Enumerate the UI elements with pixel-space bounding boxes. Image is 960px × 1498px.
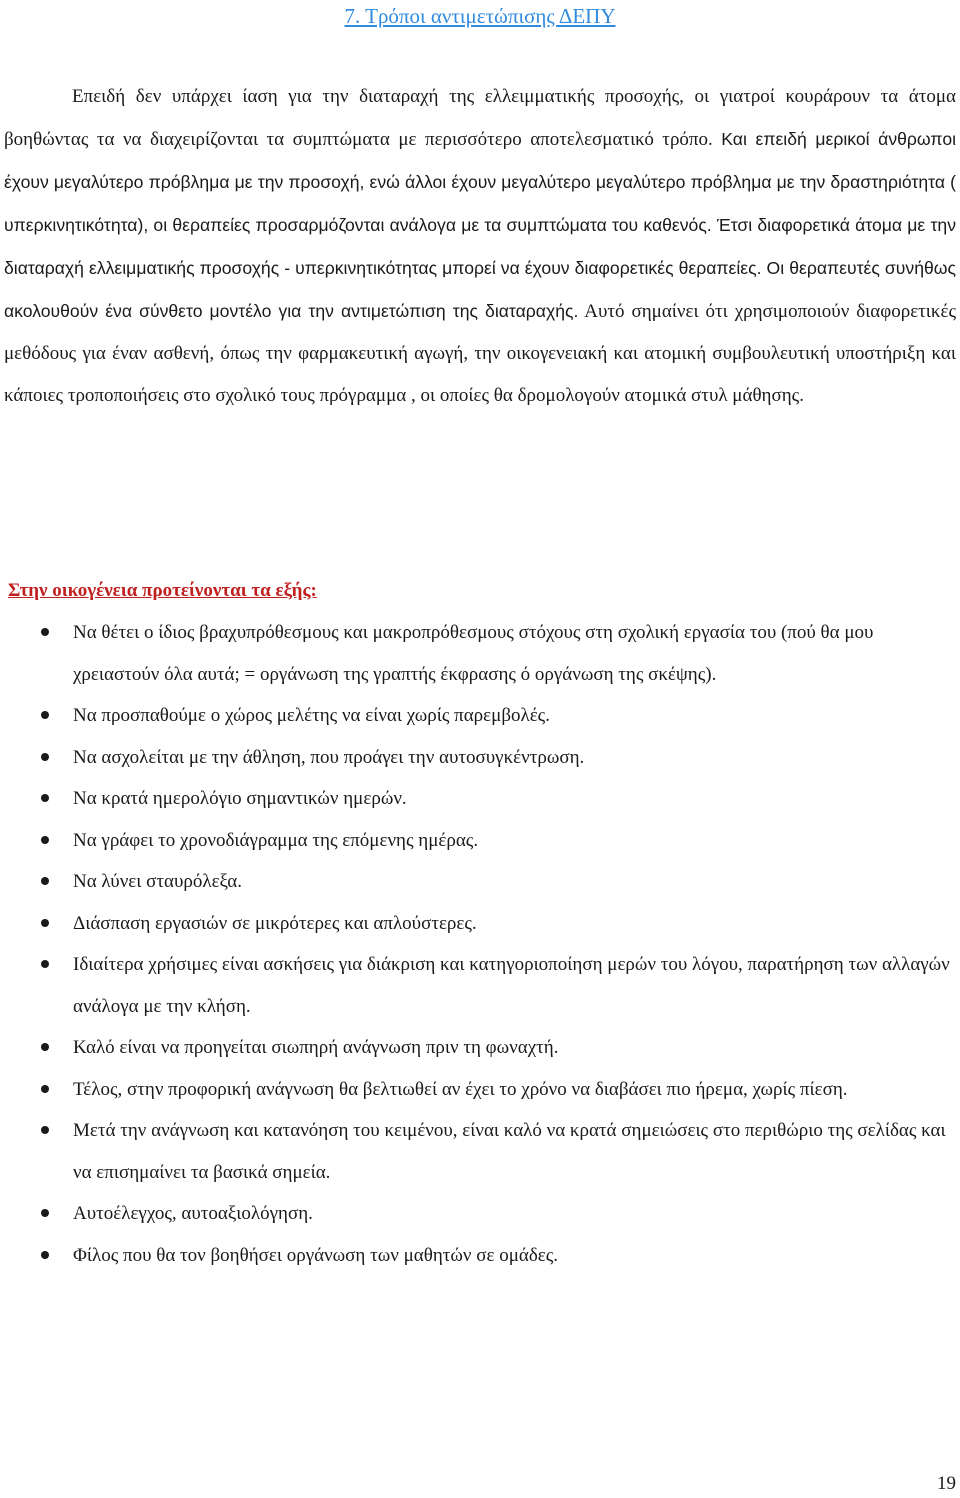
list-item-text: Καλό είναι να προηγείται σιωπηρή ανάγνωση πριν τη φωναχτή.: [73, 1037, 559, 1058]
recommendations-list: [0, 612, 960, 1276]
bullet-icon: [41, 1251, 49, 1259]
list-item-text: Ιδιαίτερα χρήσιμες είναι ασκήσεις για διάκριση και κατηγοριοποίηση μερών του λόγου, παρατήρηση των αλλαγών ανάλογα με την κλήση.: [73, 954, 950, 1017]
bullet-icon: [41, 1209, 49, 1217]
bullet-icon: [41, 1085, 49, 1093]
list-item: [0, 1027, 960, 1069]
list-item-text: Αυτοέλεγχος, αυτοαξιολόγηση.: [73, 1203, 313, 1224]
list-item-text: Να γράφει το χρονοδιάγραμμα της επόμενης ημέρας.: [73, 829, 479, 851]
page-number: 19: [937, 1473, 956, 1494]
bullet-icon: [41, 877, 49, 885]
bullet-icon: [41, 711, 49, 719]
list-item-text: Να ασχολείται με την άθληση, που προάγει την αυτοσυγκέντρωση.: [73, 746, 585, 768]
list-item: [0, 903, 960, 945]
list-item: [0, 778, 960, 820]
bullet-icon: [41, 960, 49, 968]
family-recommendations-heading: Στην οικογένεια προτείνονται τα εξής:: [8, 580, 317, 601]
bullet-icon: [41, 628, 49, 636]
bullet-icon: [41, 1126, 49, 1134]
list-item-text: Να κρατά ημερολόγιο σημαντικών ημερών.: [73, 788, 407, 809]
bullet-icon: [41, 836, 49, 844]
list-item-text: Να λύνει σταυρόλεξα.: [73, 871, 243, 892]
section-title: 7. Τρόποι αντιμετώπισης ΔΕΠΥ: [344, 4, 616, 28]
bullet-icon: [41, 794, 49, 802]
intro-sentence-3: Αυτό σημαίνει ότι χρησιμοποιούν διαφορετικές μεθόδους για έναν ασθενή, όπως την φαρμακευτική αγωγή, την οικογενειακή και ατομική συμβουλευτική υποστήριξη και κάποιες τροποποιήσεις στο σχολικό τους πρόγραμμα , οι οποίες θα δρομολογούν ατομικά στυλ μάθησης.: [4, 301, 956, 406]
bullet-icon: [41, 753, 49, 761]
intro-sentence-1: Επειδή δεν υπάρχει ίαση για την διαταραχή της ελλειμματικής προσοχής, οι γιατροί κουράρουν τα άτομα βοηθώντας τα να διαχειρίζονται τα συμπτώματα με περισσότερο αποτελεσματικό τρόπο.: [4, 86, 956, 150]
bullet-icon: [41, 919, 49, 927]
list-item: [0, 1110, 960, 1193]
intro-sentence-2: Και επειδή μερικοί άνθρωποι έχουν μεγαλύτερο πρόβλημα με την προσοχή, ενώ άλλοι έχουν μεγαλύτερο μεγαλύτερο πρόβλημα με την δραστηριότητα ( υπερκινητικότητα), οι θεραπείες προσαρμόζονται ανάλογα με τα συμπτώματα του καθενός. Έτσι διαφορετικά άτομα με την διαταραχή ελλειμματικής προσοχής - υπερκινητικότητας μπορεί να έχουν διαφορετικές θεραπείες. Οι θεραπευτές συνήθως ακολουθούν ένα σύνθετο μοντέλο για την αντιμετώπιση της διαταραχής.: [4, 129, 957, 321]
list-item: [0, 737, 960, 779]
bullet-icon: [41, 1043, 49, 1051]
list-item: [0, 612, 960, 695]
list-item-text: Μετά την ανάγνωση και κατανόηση του κειμένου, είναι καλό να κρατά σημειώσεις στο περιθώριο της σελίδας και να επισημαίνει τα βασικά σημεία.: [73, 1120, 946, 1183]
list-item: [0, 944, 960, 1027]
list-item: [0, 1193, 960, 1235]
list-item: [0, 1235, 960, 1277]
list-item: [0, 695, 960, 737]
list-item-text: Διάσπαση εργασιών σε μικρότερες και απλούστερες.: [73, 912, 477, 934]
list-item: [0, 820, 960, 862]
list-item: [0, 861, 960, 903]
list-item-text: Φίλος που θα τον βοηθήσει οργάνωση των μαθητών σε ομάδες.: [73, 1244, 559, 1266]
list-item-text: Να θέτει ο ίδιος βραχυπρόθεσμους και μακροπρόθεσμους στόχους στη σχολική εργασία του (πού θα μου χρειαστούν όλα αυτά; = οργάνωση της γραπτής έκφρασης ό οργάνωση της σκέψης).: [73, 622, 874, 685]
list-item-text: Να προσπαθούμε ο χώρος μελέτης να είναι χωρίς παρεμβολές.: [73, 705, 550, 726]
list-item: [0, 1069, 960, 1111]
intro-paragraph: [4, 76, 956, 417]
list-item-text: Τέλος, στην προφορική ανάγνωση θα βελτιωθεί αν έχει το χρόνο να διαβάσει πιο ήρεμα, χωρίς πίεση.: [73, 1078, 848, 1100]
